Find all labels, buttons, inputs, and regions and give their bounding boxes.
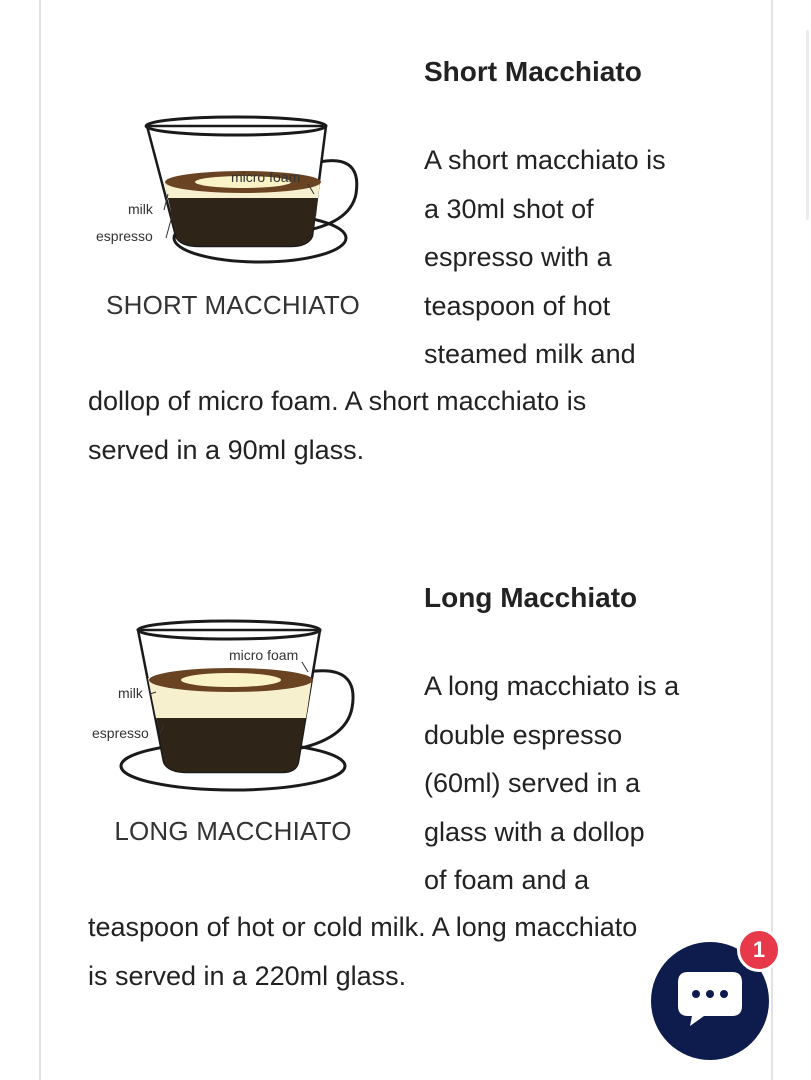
description-line: (60ml) served in a <box>424 768 641 798</box>
short-macchiato-heading: Short Macchiato <box>424 56 642 87</box>
description-line: teaspoon of hot or cold milk. A long macchiato <box>88 912 638 942</box>
long-macchiato-caption: LONG MACCHIATO <box>114 816 352 846</box>
espresso-label: espresso <box>96 228 153 244</box>
description-line: glass with a dollop <box>424 816 645 847</box>
long-macchiato-heading: Long Macchiato <box>424 582 638 613</box>
content-border-right <box>771 0 773 1080</box>
chat-bubble-icon <box>674 968 746 1035</box>
espresso-label: espresso <box>92 725 149 741</box>
short-macchiato-caption: SHORT MACCHIATO <box>106 290 360 320</box>
scrollbar-thumb[interactable] <box>806 30 809 220</box>
description-line: steamed milk and <box>424 339 636 369</box>
description-line: a 30ml shot of <box>424 193 594 224</box>
long-macchiato-description-continued <box>88 903 728 1000</box>
long-macchiato-description <box>424 662 724 905</box>
foam-label: micro foam <box>229 647 299 663</box>
short-macchiato-description <box>424 136 724 379</box>
description-line: espresso with a <box>424 242 612 272</box>
description-line: A long macchiato is a <box>424 671 680 701</box>
short-macchiato-description-continued <box>88 377 728 474</box>
description-line: A short macchiato is <box>424 145 666 175</box>
foam-label: micro foam <box>231 169 301 185</box>
description-line: teaspoon of hot <box>424 290 611 321</box>
description-line: served in a 90ml glass. <box>88 434 365 465</box>
description-line: of foam and a <box>424 865 590 895</box>
description-line: double espresso <box>424 719 623 750</box>
description-line: is served in a 220ml glass. <box>88 960 407 991</box>
milk-label: milk <box>118 685 143 701</box>
description-line: dollop of micro foam. A short macchiato is <box>88 386 587 416</box>
chat-unread-badge: 1 <box>737 928 781 972</box>
milk-label: milk <box>128 201 153 217</box>
content-border-left <box>39 0 41 1080</box>
